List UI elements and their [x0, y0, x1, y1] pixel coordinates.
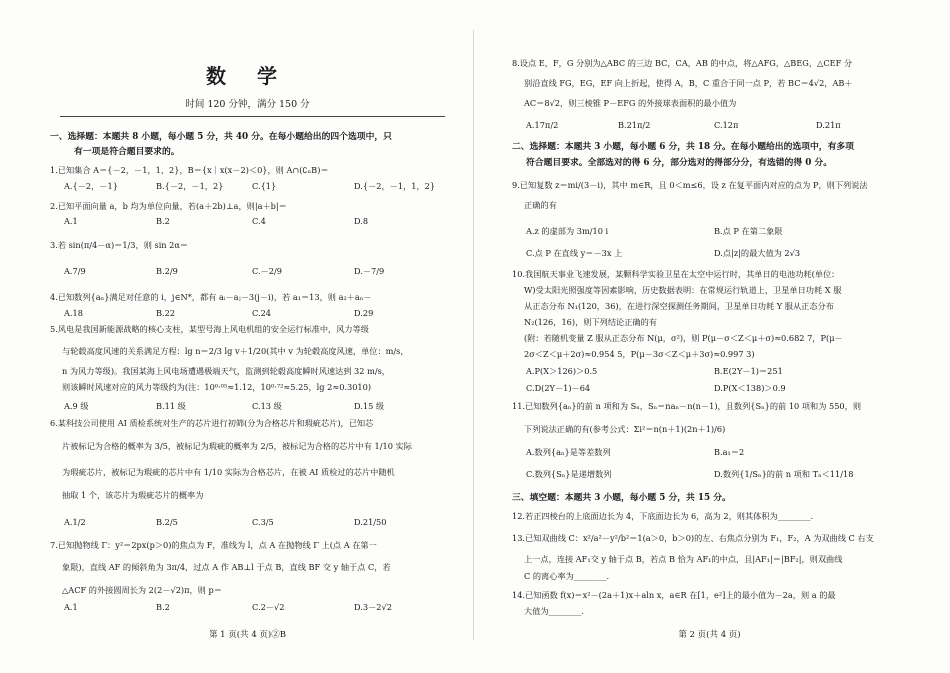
- question-8-line-3: AC＝8√2，则三棱锥 P－EFG 的外接球表面积的最小值为: [524, 98, 737, 108]
- page-footer-right: 第 2 页(共 4 页): [678, 630, 741, 640]
- option-c: C.D(2Y－1)－64: [526, 383, 591, 393]
- option-c: C.－2/9: [252, 266, 282, 276]
- option-a: A.17π/2: [526, 120, 559, 130]
- option-a: A.18: [64, 308, 83, 318]
- question-9-line-1: 9.已知复数 z＝mi/(3－i)，其中 m∈R，且 0＜m≤6，设 z 在复平面内对应的点为 P，则下列说法: [512, 180, 868, 190]
- option-c: C.数列{Sₙ}是递增数列: [526, 469, 612, 479]
- option-b: B.{－2，－1，2}: [156, 181, 224, 191]
- option-d: D.21π: [816, 120, 841, 130]
- question-10-line-1: 10.我国航天事业飞速发展，某颗科学实验卫星在太空中运行时，其单日的电池功耗(单位：: [512, 269, 840, 279]
- option-c: C.{1}: [252, 181, 277, 191]
- question-1: 1.已知集合 A＝{－2，－1，1，2}，B＝{x｜x(x－2)＜0}，则 A∩(∁ₙB)＝: [50, 165, 329, 175]
- option-b: B.2: [156, 216, 170, 226]
- left-column: [50, 0, 445, 673]
- question-13-line-2: 上一点，连接 AF₁交 y 轴于点 B，若点 B 恰为 AF₁的中点，且|AF₁|＝|BF₂|，则双曲线: [524, 554, 843, 564]
- option-a: A.7/9: [64, 266, 86, 276]
- option-a: A.1: [64, 602, 78, 612]
- question-6-line-1: 6.某科技公司使用 AI 质检系统对生产的芯片进行初筛(分为合格芯片和瑕疵芯片)，已知芯: [50, 418, 374, 428]
- option-c: C.12π: [714, 120, 739, 130]
- question-7-line-2: 象限)，直线 AF 的倾斜角为 3π/4，过点 A 作 AB⊥l 于点 B，直线 BF 交 y 轴于点 C，若: [62, 562, 391, 572]
- option-d: D.3－2√2: [354, 602, 392, 612]
- page-footer-left: 第 1 页(共 4 页)②B: [208, 630, 286, 640]
- question-11-line-2: 下列说法正确的有(参考公式：Σi²＝n(n＋1)(2n＋1)/6): [524, 424, 726, 434]
- option-a: A.z 的虚部为 3m/10 i: [526, 226, 609, 236]
- question-8-line-1: 8.设点 E，F，G 分别为△ABC 的三边 BC，CA，AB 的中点，将△AFG，△BEG，△CEF 分: [512, 58, 853, 68]
- option-d: D.29: [354, 308, 374, 318]
- section-2-heading: 二、选择题：本题共 3 小题，每小题 6 分，共 18 分。在每小题给出的选项中，有多项: [512, 142, 854, 152]
- question-7-line-3: △ACF 的外接圆周长为 2(2－√2)π，则 p＝: [62, 585, 222, 595]
- title-rule: [60, 116, 445, 117]
- question-10-line-2: W)受太阳光照强度等因素影响，历史数据表明：在常规运行轨道上，卫星单日功耗 X 服: [524, 285, 842, 295]
- option-b: B.点 P 在第二象限: [714, 226, 783, 236]
- exam-info: 时间 120 分钟，满分 150 分: [185, 99, 310, 110]
- option-c: C.13 级: [252, 401, 282, 411]
- question-5-line-2: 与轮毂高度风速的关系满足方程：lg n＝2/3 lg v＋1/20(其中 v 为轮毂高度风速，单位：m/s，: [62, 346, 409, 356]
- option-a: A.数列{aₙ}是等差数列: [526, 447, 611, 457]
- option-d: D.21/50: [354, 517, 387, 527]
- option-a: A.1: [64, 216, 78, 226]
- section-3-heading: 三、填空题：本题共 3 小题，每小题 5 分，共 15 分。: [512, 493, 731, 503]
- question-7-line-1: 7.已知抛物线 Γ：y²＝2px(p＞0)的焦点为 F，准线为 l，点 A 在抛物线 Γ 上(点 A 在第一: [50, 540, 377, 550]
- option-c: C.24: [252, 308, 271, 318]
- question-14-line-1: 14.已知函数 f(x)＝x²－(2a＋1)x＋aln x，a∈R 在[1，e²]上的最小值为－2a，则 a 的最: [512, 590, 836, 600]
- question-5-line-1: 5.风电是我国新能源战略的核心支柱，某型号海上风电机组的安全运行标准中，风力等级: [50, 324, 369, 334]
- option-b: B.22: [156, 308, 176, 318]
- option-a: A.9 级: [64, 401, 89, 411]
- option-b: B.2/9: [156, 266, 178, 276]
- question-13-line-3: C 的离心率为________.: [524, 571, 610, 581]
- question-9-line-2: 正确的有: [524, 200, 557, 210]
- question-6-line-2: 片被标记为合格的概率为 3/5，被标记为瑕疵的概率为 2/5，被标记为合格的芯片中有 1/10 实际: [62, 441, 412, 451]
- question-10-line-5: (附：若随机变量 Z 服从正态分布 N(μ，σ²)，则 P(μ－σ＜Z＜μ＋σ)≈0.682 7，P(μ－: [524, 333, 843, 343]
- option-d: D.－7/9: [354, 266, 385, 276]
- question-4: 4.已知数列{aₙ}满足对任意的 i，j∈N*，都有 aᵢ－aⱼ－3(j－i)，若 a₁＝13，则 a₂＋aₙ－: [50, 292, 372, 302]
- question-6-line-4: 抽取 1 个，该芯片为瑕疵芯片的概率为: [62, 490, 204, 500]
- option-c: C.4: [252, 216, 266, 226]
- question-8-line-2: 别沿直线 FG，EG，EF 向上折起，使得 A，B，C 重合于同一点 P，若 BC＝4√2，AB＋: [524, 78, 853, 88]
- question-10-line-3: 从正态分布 N₁(120，36)，在进行深空探测任务期间，卫星单日功耗 Y 服从正态分布: [524, 301, 834, 311]
- option-a: A.P(X＞126)＞0.5: [526, 366, 598, 376]
- option-a: A.1/2: [64, 517, 86, 527]
- question-10-line-6: 2σ＜Z＜μ＋2σ)≈0.954 5，P(μ－3σ＜Z＜μ＋3σ)≈0.997 3): [524, 349, 755, 359]
- option-d: D.P(X＜138)＞0.9: [714, 383, 786, 393]
- question-12: 12.若正四棱台的上底面边长为 4，下底面边长为 6，高为 2，则其体积为________.: [512, 511, 814, 521]
- question-14-line-2: 大值为________.: [524, 606, 584, 616]
- question-2: 2.已知平面向量 a，b 均为单位向量，若(a＋2b)⊥a，则|a＋b|＝: [50, 201, 287, 211]
- option-b: B.21π/2: [618, 120, 651, 130]
- option-a: A.{－2，－1}: [64, 181, 118, 191]
- question-6-line-3: 为瑕疵芯片，被标记为瑕疵的芯片中有 1/10 实际为合格芯片，在被 AI 质检过的芯片中随机: [62, 467, 395, 477]
- option-c: C.2－√2: [252, 602, 285, 612]
- section-1-heading: 一、选择题：本题共 8 小题，每小题 5 分，共 40 分。在每小题给出的四个选项中，只: [50, 132, 392, 142]
- question-3: 3.若 sin(π/4－α)＝1/3，则 sin 2α＝: [50, 240, 189, 250]
- question-5-line-3: n 为风力等级)。我国某海上风电场遭遇极端天气，监测到轮毂高度瞬时风速达到 32 m/s，: [62, 366, 390, 376]
- question-5-line-4: 则该瞬时风速对应的风力等级约为(注：10⁰·⁰⁵≈1.12，10⁰·⁷²≈5.25，lg 2≈0.3010): [62, 382, 372, 392]
- right-column: [512, 0, 907, 673]
- option-c: C.点 P 在直线 y＝－3x 上: [526, 248, 623, 258]
- question-13-line-1: 13.已知双曲线 C：x²/a²－y²/b²＝1(a＞0，b＞0)的左、右焦点分别为 F₁，F₂，A 为双曲线 C 右支: [512, 533, 874, 543]
- option-b: B.11 级: [156, 401, 186, 411]
- option-c: C.3/5: [252, 517, 274, 527]
- section-2-heading-cont: 符合题目要求。全部选对的得 6 分，部分选对的得部分分，有选错的得 0 分。: [526, 158, 832, 168]
- question-10-line-4: N₂(126，16)，则下列结论正确的有: [524, 317, 657, 327]
- option-b: B.a₁＝2: [714, 447, 745, 457]
- option-d: D.15 级: [354, 401, 385, 411]
- option-b: B.2: [156, 602, 170, 612]
- option-b: B.E(2Y－1)＝251: [714, 366, 783, 376]
- page-title: 数 学: [206, 64, 289, 88]
- option-b: B.2/5: [156, 517, 178, 527]
- option-d: D.8: [354, 216, 369, 226]
- option-d: D.点|z|的最大值为 2√3: [714, 248, 801, 258]
- option-d: D.数列{1/Sₙ}的前 n 项和 Tₙ＜11/18: [714, 469, 854, 479]
- question-11-line-1: 11.已知数列{aₙ}的前 n 项和为 Sₙ，Sₙ＝naₙ－n(n－1)，且数列{Sₙ}的前 10 项和为 550，则: [512, 401, 862, 411]
- section-1-heading-cont: 有一项是符合题目要求的。: [74, 147, 180, 157]
- option-d: D.{－2，－1，1，2}: [354, 181, 436, 191]
- column-divider: [473, 30, 474, 640]
